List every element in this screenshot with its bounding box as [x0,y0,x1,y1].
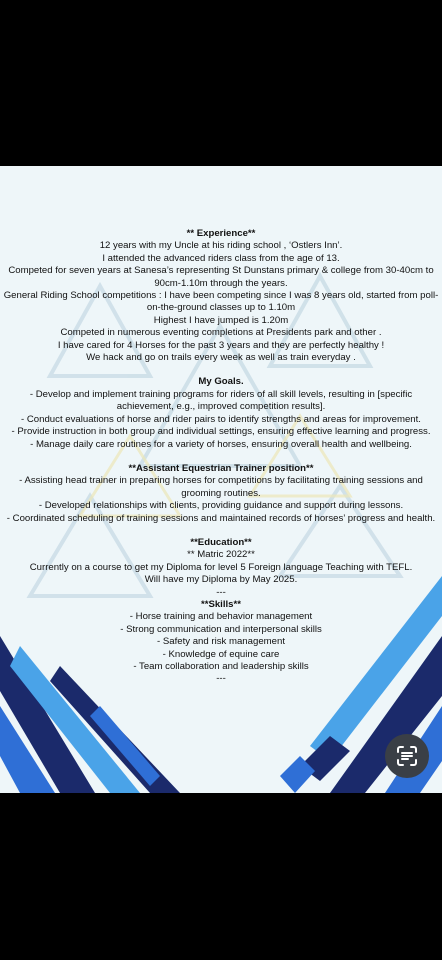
assistant-line: - Coordinated scheduling of training sessions and maintained records of horses’ progress and health. [6,512,436,524]
experience-line: 12 years with my Uncle at his riding school , ‘Ostlers Inn’. [99,240,343,252]
resume-content [0,228,442,686]
education-line: ** Matric 2022** [187,549,255,561]
skills-line: - Team collaboration and leadership skills [133,661,309,672]
assistant-heading: **Assistant Equestrian Trainer position** [128,462,314,474]
experience-line: Highest I have jumped is 1.20m [153,314,289,326]
experience-heading: ** Experience** [186,228,256,239]
skills-line: - Horse training and behavior management [129,611,313,623]
experience-line: I attended the advanced riders class from the age of 13. [102,252,340,264]
skills-line: - Safety and risk management [157,636,285,648]
experience-line: I have cared for 4 Horses for the past 3 years and they are perfectly healthy ! [57,339,385,351]
goals-line: - Provide instruction in both group and individual settings, ensuring effective learning and progress. [11,426,431,438]
education-line: Currently on a course to get my Diploma for level 5 Foreign language Teaching with TEFL. [29,561,413,573]
experience-line: We hack and go on trails every week as well as train everyday . [86,352,356,364]
skills-line: - Knowledge of equine care [162,648,280,660]
goals-line: - Conduct evaluations of horse and rider pairs to identify strengths and areas for improvement. [21,413,421,425]
assistant-line: - Developed relationships with clients, providing guidance and support during lessons. [38,500,404,512]
experience-line: Competed in numerous eventing completions at Presidents park and other . [60,327,382,339]
scan-text-button[interactable] [385,734,429,778]
resume-document [0,166,442,793]
experience-line: General Riding School competitions : I have been competing since I was 8 years old, started from poll-on-the-ground classes up to 1.10m [3,290,439,314]
skills-line: --- [216,673,226,685]
education-line: Will have my Diploma by May 2025. [144,574,298,586]
experience-line: Competed for seven years at Sanesa’s representing St Dunstans primary & college from 30-40cm to 90cm-1.10m through the years. [8,265,434,289]
assistant-line: - Assisting head trainer in preparing horses for competitions by facilitating training sessions and grooming routines. [19,475,423,499]
skills-line: - Strong communication and interpersonal skills [120,623,322,635]
goals-heading: My Goals. [198,376,244,388]
scan-text-icon [395,744,419,768]
education-heading: **Education** [190,536,252,548]
goals-line: - Develop and implement training programs for riders of all skill levels, resulting in [specific achievement, e.g., improved competition results]. [29,388,413,413]
goals-line: - Manage daily care routines for a variety of horses, ensuring overall health and wellbeing. [30,438,412,450]
skills-heading: **Skills** [200,598,241,610]
education-line: --- [216,586,226,598]
